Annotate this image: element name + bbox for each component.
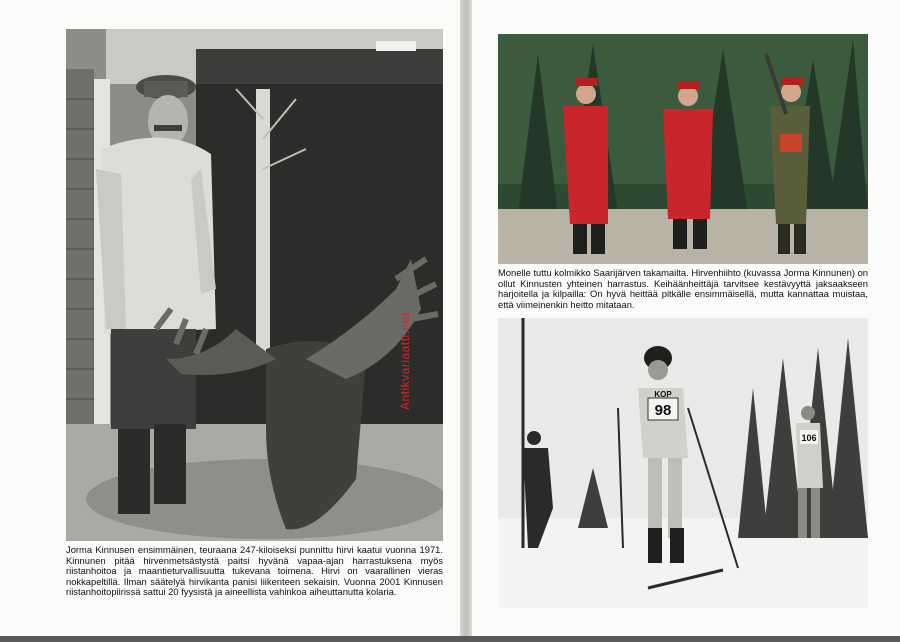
left-photo-caption: Jorma Kinnusen ensimmäinen, teuraana 247-kiloiseksi punnittu hirvi kaatui vuonna 1971. Kinnunen pitää hirvenmetsästystä paitsi hyvänä vapaa-ajan harrastuksena myös riistanhoitoa ja maantieturvallisuutta tukevana toimena. Hirvi on vaarallinen vieras nokkapeltillä. Ilman säätelyä hirvikanta panisi liikenteen sekaisin. Vuonna 2001 Kinnusen riistanhoitopiirissä sattui 20 fyysistä ja aineellista vahinkoa aiheuttanutta kolaria. [66, 544, 443, 598]
book-bottom-edge [0, 636, 900, 642]
bib-sponsor-label: KOP [654, 390, 672, 399]
watermark-text: Antikvariaatti.net [398, 312, 412, 410]
front-bib-number: 98 [654, 402, 672, 419]
right-page [472, 0, 900, 642]
three-hunters-photo [498, 34, 868, 264]
right-top-caption: Monelle tuttu kolmikko Saarijärven takamailta. Hirvenhiihto (kuvassa Jorma Kinnunen) on ollut Kinnusten yhteinen harrastus. Keihäänheittäjä tarvitsee kestävyyttä jaksaakseen harjoitella ja kilpailla: On hyvä heittää pitkälle ensimmäisellä, mutta kannattaa muistaa, että viimeinenkin heitto mitataan. [498, 267, 868, 310]
back-bib-number: 106 [801, 433, 817, 443]
moose-hunter-photo [66, 29, 443, 541]
biathlon-skiers-photo [498, 318, 868, 608]
